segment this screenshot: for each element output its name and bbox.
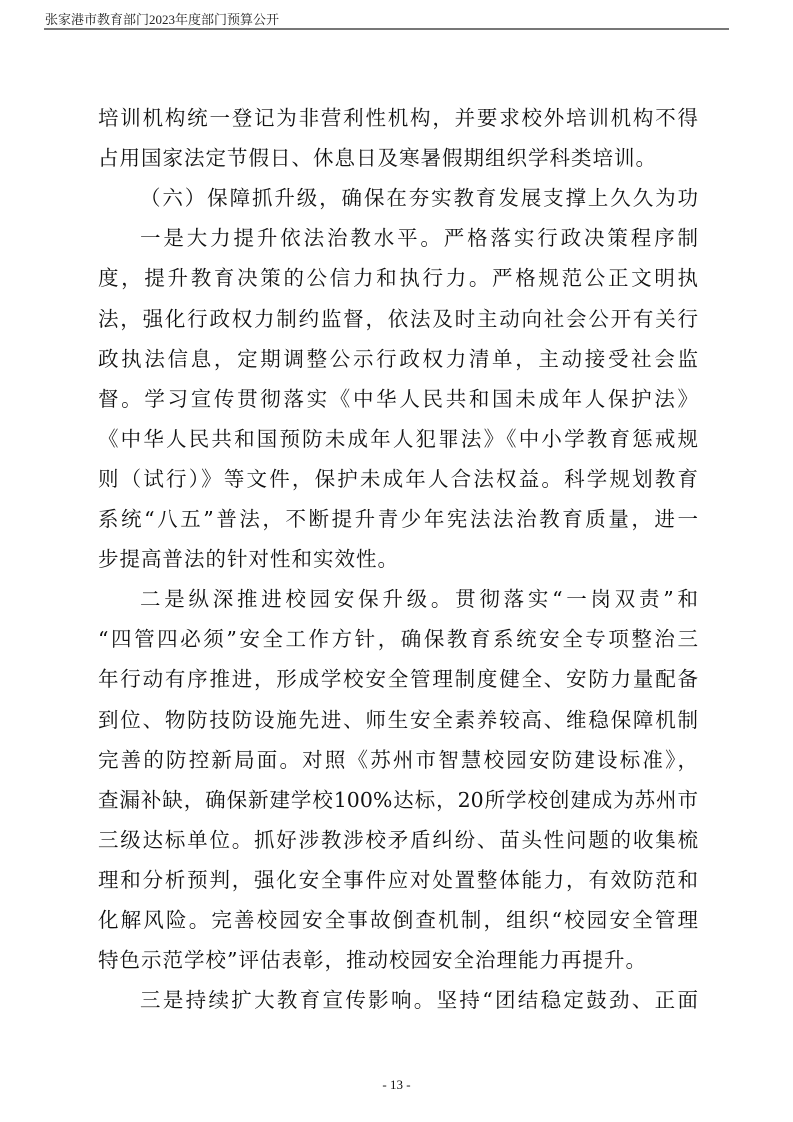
text-line: 则（试行）》等文件，保护未成年人合法权益。科学规划教育 (98, 466, 698, 491)
text-line: 一是大力提升依法治教水平。严格落实行政决策程序制 (140, 226, 698, 251)
text-line: 步提高普法的针对性和实效性。 (98, 547, 399, 572)
text-line: 化解风险。完善校园安全事故倒查机制，组织“校园安全管理 (98, 908, 698, 932)
text-line: 三是持续扩大教育宣传影响。坚持“团结稳定鼓劲、正面 (140, 988, 698, 1013)
running-header: 张家港市教育部门2023年度部门预算公开 (45, 12, 280, 27)
text-line: 完善的防控新局面。对照《苏州市智慧校园安防建设标准》， (98, 747, 698, 772)
text-line: 系统“八五”普法，不断提升青少年宪法法治教育质量，进一 (98, 507, 698, 531)
text-line: 占用国家法定节假日、休息日及寒暑假期组织学科类培训。 (98, 146, 657, 171)
text-line: 度，提升教育决策的公信力和执行力。严格规范公正文明执 (98, 266, 698, 291)
header-rule (44, 28, 729, 30)
text-line: 培训机构统一登记为非营利性机构，并要求校外培训机构不得 (98, 106, 698, 130)
text-line: 《中华人民共和国预防未成年人犯罪法》《中小学教育惩戒规 (98, 426, 698, 451)
text-line: 二是纵深推进校园安保升级。贯彻落实“一岗双责”和 (140, 587, 698, 612)
text-line: 年行动有序推进，形成学校安全管理制度健全、安防力量配备 (98, 667, 698, 692)
text-line: 特色示范学校”评估表彰，推动校园安全治理能力再提升。 (98, 948, 647, 973)
text-line: 理和分析预判，强化安全事件应对处置整体能力，有效防范和 (98, 867, 698, 892)
text-line: （六）保障抓升级，确保在夯实教育发展支撑上久久为功 (140, 186, 698, 211)
text-line: 督。学习宣传贯彻落实《中华人民共和国未成年人保护法》 (98, 386, 698, 411)
text-line: “四管四必须”安全工作方针，确保教育系统安全专项整治三 (98, 627, 698, 652)
page-number: - 13 - (382, 1077, 411, 1092)
text-line: 三级达标单位。抓好涉教涉校矛盾纠纷、苗头性问题的收集梳 (98, 827, 698, 852)
text-line: 查漏补缺，确保新建学校100%达标，20所学校创建成为苏州市 (98, 787, 698, 812)
text-line: 法，强化行政权力制约监督，依法及时主动向社会公开有关行 (98, 306, 698, 331)
text-line: 到位、物防技防设施先进、师生安全素养较高、维稳保障机制 (98, 707, 698, 732)
text-line: 政执法信息，定期调整公示行政权力清单，主动接受社会监 (98, 346, 698, 371)
